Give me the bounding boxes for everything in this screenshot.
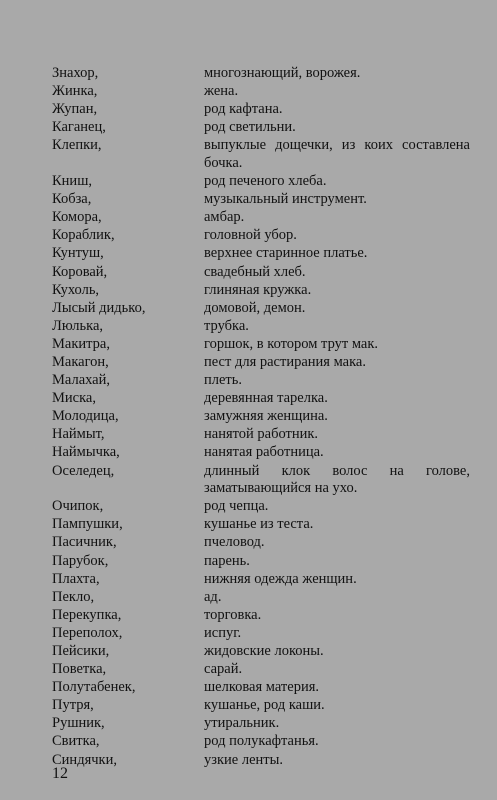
glossary-entry — [52, 119, 470, 137]
glossary-definition: глиняная кружка. — [204, 281, 312, 298]
glossary-definition: выпуклые дощечки, из коих составлена бочка. — [204, 137, 470, 171]
glossary-entry — [52, 372, 470, 390]
glossary-term: Комора, — [52, 209, 102, 226]
glossary-entry — [52, 444, 470, 462]
glossary-definition: пест для растирания мака. — [204, 354, 366, 370]
glossary-entry — [52, 516, 470, 534]
glossary-definition: нанятая работница. — [204, 444, 324, 461]
glossary-definition: узкие ленты. — [204, 751, 283, 768]
glossary-term: Малахай, — [52, 372, 111, 389]
glossary-entry — [52, 534, 470, 552]
glossary-entry — [52, 715, 470, 733]
glossary-term: Перекупка, — [52, 606, 122, 623]
glossary-definition: род кафтана. — [204, 101, 283, 118]
glossary-entry — [52, 282, 470, 300]
glossary-definition: нижняя одежда женщин. — [204, 570, 357, 587]
glossary-definition: род печеного хлеба. — [204, 173, 327, 190]
glossary-definition: трубка. — [204, 317, 249, 334]
glossary-term: Синдячки, — [52, 751, 117, 768]
glossary-definition: многознающий, ворожея. — [204, 65, 361, 81]
glossary-entry — [52, 300, 470, 318]
glossary-definition: шелковая материя. — [204, 679, 319, 696]
glossary-entry — [52, 426, 470, 444]
glossary-term: Оселедец, — [52, 462, 115, 479]
glossary-term: Путря, — [52, 697, 94, 714]
glossary-entry — [52, 336, 470, 354]
glossary-definition: сарай. — [204, 661, 243, 678]
glossary-definition: род светильни. — [204, 119, 296, 136]
glossary-entry — [52, 245, 470, 263]
glossary-term: Наймыт, — [52, 426, 105, 443]
glossary-definition: замужняя женщина. — [204, 408, 328, 425]
glossary-definition: торговка. — [204, 606, 262, 623]
glossary-term: Пампушки, — [52, 516, 123, 533]
glossary-entry — [52, 643, 470, 661]
glossary-term: Поветка, — [52, 661, 107, 678]
glossary-term: Пекло, — [52, 588, 95, 605]
glossary-entry — [52, 209, 470, 227]
glossary-entry — [52, 390, 470, 408]
glossary-term: Знахор, — [52, 65, 99, 81]
glossary-term: Люлька, — [52, 317, 104, 334]
glossary-definition: головной убор. — [204, 227, 297, 244]
glossary-entry — [52, 318, 470, 336]
glossary-list — [52, 65, 470, 770]
glossary-entry — [52, 227, 470, 245]
glossary-definition: испуг. — [204, 624, 242, 641]
glossary-definition: кушанье из теста. — [204, 516, 314, 533]
glossary-definition: домовой, демон. — [204, 299, 306, 316]
glossary-entry — [52, 173, 470, 191]
glossary-definition: парень. — [204, 552, 250, 569]
glossary-term: Пасичник, — [52, 534, 117, 551]
glossary-definition: свадебный хлеб. — [204, 263, 306, 280]
glossary-entry — [52, 463, 470, 498]
glossary-entry — [52, 679, 470, 697]
glossary-definition: жена. — [204, 83, 239, 100]
glossary-entry — [52, 498, 470, 516]
glossary-term: Рушник, — [52, 715, 105, 732]
glossary-term: Молодица, — [52, 408, 119, 425]
glossary-term: Кунтуш, — [52, 245, 104, 262]
glossary-entry — [52, 83, 470, 101]
page-number: 12 — [52, 765, 68, 782]
glossary-definition: кушанье, род каши. — [204, 697, 325, 714]
glossary-entry — [52, 101, 470, 119]
glossary-definition: горшок, в котором трут мак. — [204, 335, 379, 352]
glossary-term: Переполох, — [52, 624, 123, 641]
glossary-definition: род полукафтанья. — [204, 733, 319, 750]
glossary-term: Жупан, — [52, 101, 98, 118]
glossary-entry — [52, 408, 470, 426]
glossary-entry — [52, 697, 470, 715]
glossary-entry — [52, 354, 470, 372]
glossary-entry — [52, 553, 470, 571]
glossary-term: Лысый дидько, — [52, 299, 146, 316]
glossary-term: Очипок, — [52, 498, 104, 515]
glossary-term: Полутабенек, — [52, 679, 136, 696]
glossary-entry — [52, 137, 470, 172]
glossary-definition: музыкальный инструмент. — [204, 191, 367, 208]
glossary-term: Кухоль, — [52, 281, 100, 298]
glossary-entry — [52, 191, 470, 209]
glossary-entry — [52, 607, 470, 625]
glossary-term: Жинка, — [52, 83, 98, 100]
glossary-entry — [52, 264, 470, 282]
glossary-entry — [52, 733, 470, 751]
glossary-definition: амбар. — [204, 209, 245, 226]
glossary-term: Парубок, — [52, 552, 109, 569]
glossary-term: Каганец, — [52, 119, 106, 136]
glossary-term: Свитка, — [52, 733, 100, 750]
glossary-term: Наймычка, — [52, 444, 120, 461]
glossary-definition: утиральник. — [204, 715, 280, 732]
glossary-definition: жидовские локоны. — [204, 643, 324, 659]
glossary-entry — [52, 589, 470, 607]
glossary-definition: плеть. — [204, 372, 243, 389]
glossary-definition: ад. — [204, 588, 222, 605]
glossary-definition: пчеловод. — [204, 534, 265, 551]
glossary-definition: деревянная тарелка. — [204, 390, 328, 407]
glossary-term: Клепки, — [52, 137, 102, 154]
glossary-term: Книш, — [52, 173, 92, 190]
glossary-definition: род чепца. — [204, 498, 269, 515]
glossary-definition: нанятой работник. — [204, 426, 319, 443]
glossary-entry — [52, 571, 470, 589]
glossary-definition: верхнее старинное платье. — [204, 245, 368, 262]
glossary-term: Пейсики, — [52, 643, 110, 659]
glossary-term: Плахта, — [52, 570, 100, 587]
glossary-term: Кобза, — [52, 191, 92, 208]
glossary-definition: длинный клок волос на голове, заматывающийся на ухо. — [204, 462, 470, 497]
glossary-term: Коровай, — [52, 263, 108, 280]
glossary-term: Макитра, — [52, 335, 110, 352]
glossary-entry — [52, 65, 470, 83]
glossary-term: Макагон, — [52, 354, 109, 370]
glossary-entry — [52, 625, 470, 643]
glossary-entry — [52, 752, 470, 770]
glossary-term: Миска, — [52, 390, 96, 407]
glossary-term: Кораблик, — [52, 227, 115, 244]
glossary-entry — [52, 661, 470, 679]
